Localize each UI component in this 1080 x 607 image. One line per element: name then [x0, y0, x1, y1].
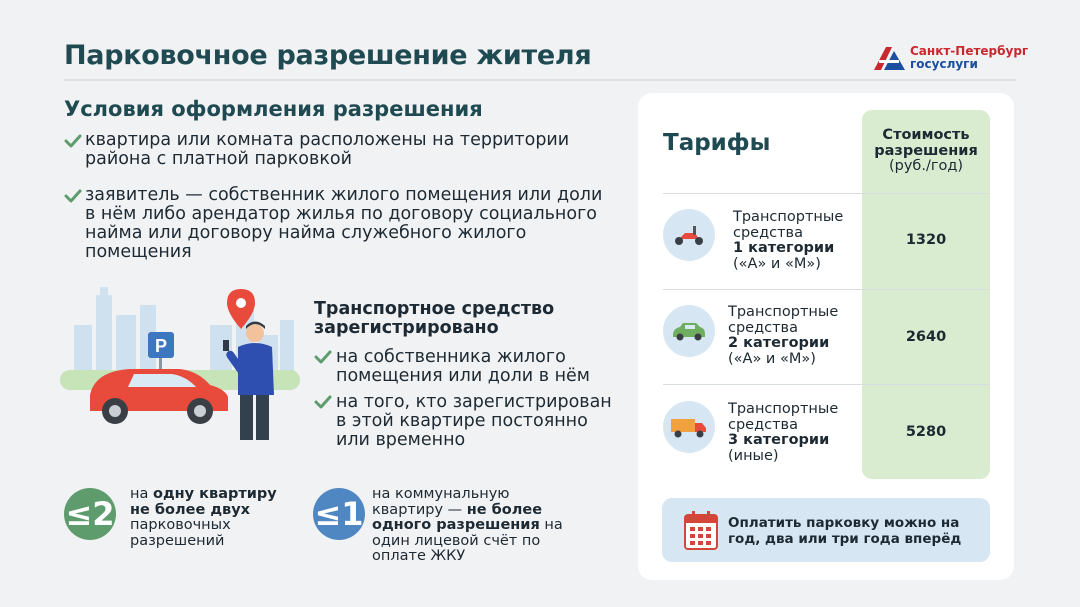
city-car-illustration	[60, 285, 300, 445]
parking-sign: P	[154, 336, 168, 356]
tariff-price: 5280	[905, 424, 947, 440]
row-divider	[663, 384, 990, 385]
gosuslugi-logo	[872, 44, 1029, 72]
truck-icon	[663, 401, 715, 453]
header-divider	[64, 79, 1016, 81]
conditions-heading: Условия оформления разрешения	[64, 97, 483, 121]
logo-city: Санкт-Петербург	[910, 44, 1029, 58]
page-title: Парковочное разрешение жителя	[64, 40, 592, 71]
car-icon	[663, 305, 715, 357]
scooter-icon	[663, 209, 715, 261]
vehicle-item: на собственника жилого помещения или доли в нём	[314, 348, 624, 388]
logo-mark-icon	[872, 45, 906, 71]
vehicle-heading: Транспортное средство зарегистрировано	[314, 299, 555, 338]
limit-text-communal: на коммунальную квартиру — не более одного разрешения на один лицевой счёт по оплате ЖКУ	[372, 486, 563, 564]
limit-text-apartment: на одну квартиру не более двух парковочных разрешений	[130, 486, 277, 549]
vehicle-item: на того, кто зарегистрирован в этой квартире постоянно или временно	[314, 393, 624, 453]
check-icon	[314, 350, 332, 364]
payment-note-box	[662, 498, 990, 562]
tariff-price: 1320	[905, 232, 947, 248]
check-icon	[64, 134, 82, 148]
tariff-category: Транспортные средства 1 категории («А» и «М»)	[733, 209, 844, 272]
logo-gosuslugi: госуслуги	[910, 57, 978, 71]
payment-note-text: Оплатить парковку можно на год, два или три года вперёд	[728, 515, 962, 547]
tariffs-heading: Тарифы	[663, 130, 771, 156]
calendar-icon	[684, 510, 718, 550]
tariff-category: Транспортные средства 2 категории («А» и «М»)	[728, 304, 839, 367]
row-divider	[663, 289, 990, 290]
price-column-header: Стоимость разрешения (руб./год)	[874, 127, 978, 174]
row-divider	[663, 193, 990, 194]
condition-item: заявитель — собственник жилого помещения или доли в нём либо арендатор жилья по договору социального найма или договору найма служебного жилого помещения	[64, 186, 604, 264]
limit-badge-one: ≤1	[313, 488, 365, 540]
check-icon	[64, 189, 82, 203]
limit-badge-two: ≤2	[64, 488, 116, 540]
tariff-price: 2640	[905, 329, 947, 345]
check-icon	[314, 395, 332, 409]
tariff-category: Транспортные средства 3 категории (иные)	[728, 401, 839, 464]
condition-item: квартира или комната расположены на территории района с платной парковкой	[64, 131, 604, 171]
